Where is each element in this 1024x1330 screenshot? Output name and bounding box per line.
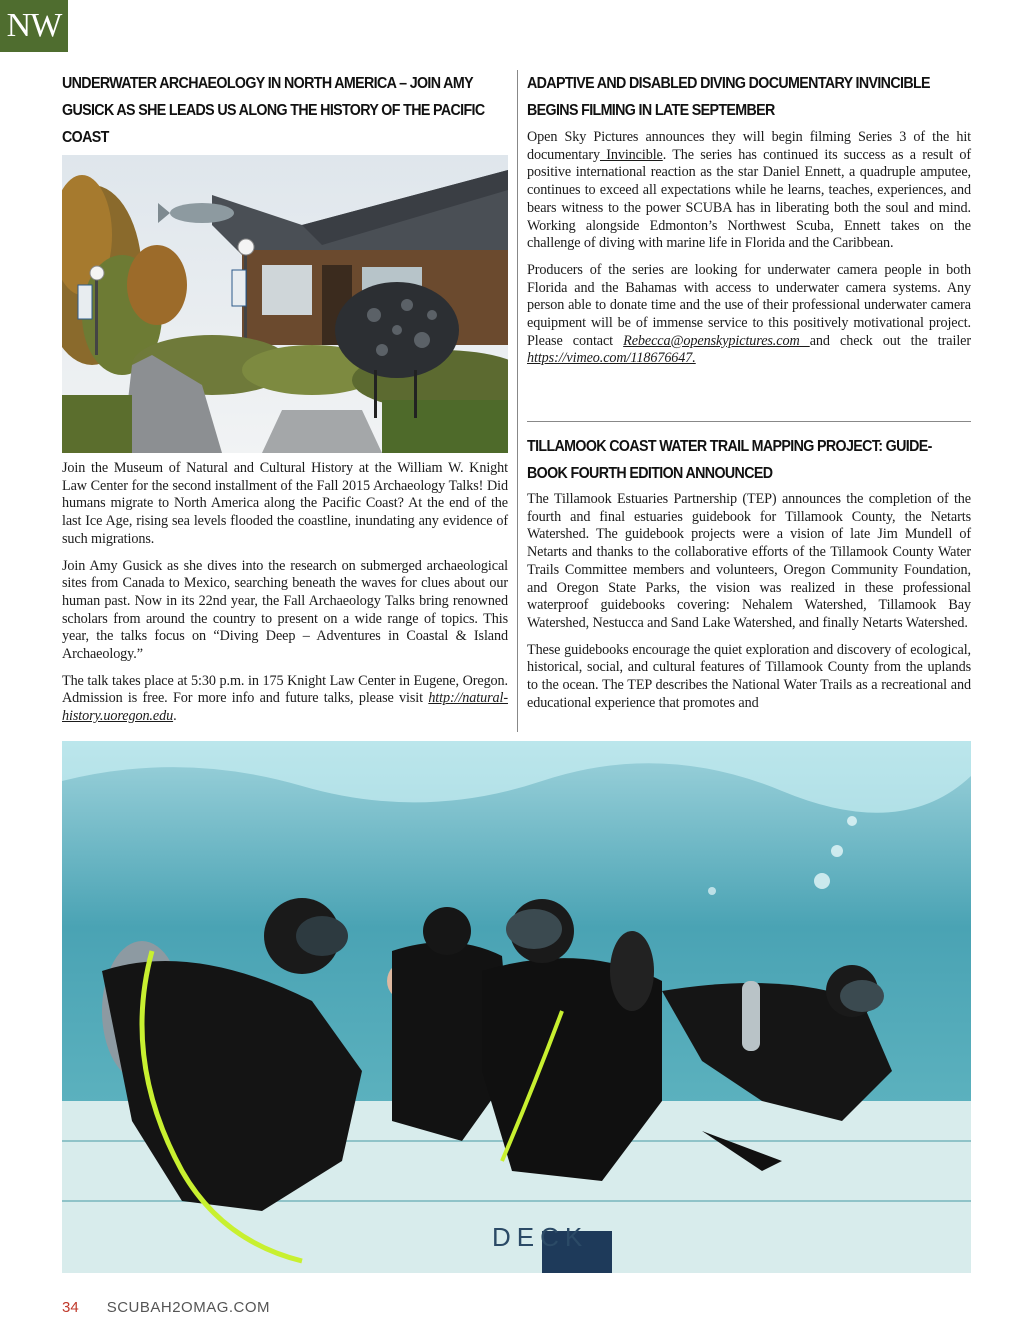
site-name: SCUBAH2OMAG.COM xyxy=(106,1299,271,1316)
museum-website-link[interactable]: http://natural-history.uoregon.edu xyxy=(62,690,508,725)
invincible-link[interactable]: Invincible xyxy=(599,146,663,163)
article-2-paragraph-2 xyxy=(527,262,971,368)
article-2-p2-text-mid: and check out the trailer xyxy=(809,332,971,349)
article-1-headline: UNDERWATER ARCHAEOLOGY IN NORTH AMERICA – JOIN AMY GUSICK AS SHE LEADS US ALONG THE HISTORY OF THE PACIFIC COAST xyxy=(62,75,485,146)
article-2-p1-text-a: Open Sky Pictures announces they will begin filming Series 3 of the hit documentary xyxy=(527,129,971,163)
article-1-paragraph-3 xyxy=(62,673,508,726)
column-divider xyxy=(517,70,518,732)
article-2-p2-text-a: Producers of the series are looking for underwater camera people in both Florida and the Bahamas with access to underwater camera systems. Any person able to donate time and the use of their professional underwater camera equipment will be of immense service to this positively motivational project. Please contact xyxy=(527,261,971,349)
article-1-paragraph-1: Join the Museum of Natural and Cultural History at the William W. Knight Law Center for the second installment of the Fall 2015 Archaeology Talks! Did humans migrate to North America along the Pacific Coast? At the end of the last Ice Age, rising sea levels flooded the coastline, inundating any evidence of such migrations. xyxy=(62,460,508,547)
page-number: 34 xyxy=(62,1299,79,1316)
trailer-link[interactable]: https://vimeo.com/118676647. xyxy=(527,350,696,367)
article-2-body xyxy=(527,129,971,377)
article-1-header xyxy=(62,70,508,151)
museum-photo xyxy=(62,155,508,453)
divers-pool-photo xyxy=(62,741,971,1273)
article-2-p1-text-b: . The series has continued its success as a result of positive international reaction as the star Daniel Ennett, a quadruple amputee, continues to exceed all expectations while he learns, teaches, experiences, and bears witness to the power SCUBA has in liberating both the soul and mind. Working alongside Edmonton’s Northwest Scuba, Ennett takes on the challenge of diving with marine life in Florida and the Caribbean. xyxy=(527,146,972,252)
article-divider xyxy=(527,421,971,422)
article-1-paragraph-2: Join Amy Gusick as she dives into the research on submerged archaeological sites from Canada to Mexico, searching beneath the waves for clues about our human past. Now in its 22nd year, the Fall Archaeology Talks bring renowned scholars from around the country to present on a wide range of topics. This year, the talks focus on “Diving Deep – Adventures in Coastal & Island Archaeology.” xyxy=(62,557,508,663)
article-3-headline: TILLAMOOK COAST WATER TRAIL MAPPING PROJECT: GUIDE-BOOK FOURTH EDITION ANNOUNCED xyxy=(527,438,932,482)
article-1-p3-text: The talk takes place at 5:30 p.m. in 175 Knight Law Center in Eugene, Oregon. Admission is free. For more info and future talks, please visit xyxy=(62,672,508,707)
page-footer xyxy=(62,1299,270,1316)
article-2-paragraph-1 xyxy=(527,129,971,253)
article-3-body xyxy=(527,491,971,721)
email-link[interactable]: Rebecca@openskypictures.com xyxy=(623,332,810,349)
article-1-body xyxy=(62,460,508,735)
article-1-p3-end: . xyxy=(173,708,177,725)
article-2-headline: ADAPTIVE AND DISABLED DIVING DOCUMENTARY INVINCIBLE BEGINS FILMING IN LATE SEPTEMBER xyxy=(527,75,930,119)
article-2-header xyxy=(527,70,971,124)
article-3-paragraph-2: These guidebooks encourage the quiet exploration and discovery of ecological, historical, social, and cultural features of Tillamook County from the uplands to the ocean. The TEP describes the National Water Trails as a recreational and educational experience that promotes and xyxy=(527,641,971,711)
pool-floor-deck-text: DECK xyxy=(492,1222,589,1252)
article-3-paragraph-1: The Tillamook Estuaries Partnership (TEP) announces the completion of the fourth and final estuaries guidebook for Tillamook County, the Netarts Watershed. The guidebook projects were a vision of late Jim Mundell of Netarts and thanks to the collaborative efforts of the Tillamook County Water Trails Committee members and volunteers, Oregon Community Foundation, and Oregon State Parks, the vision was realized in these professional waterproof guidebooks covering: Nehalem Watershed, Tillamook Bay Watershed, Nestucca and Sand Lake Watershed, and finally Netarts Watershed. xyxy=(527,491,971,631)
section-badge: NW xyxy=(0,0,68,52)
article-3-header xyxy=(527,433,971,487)
